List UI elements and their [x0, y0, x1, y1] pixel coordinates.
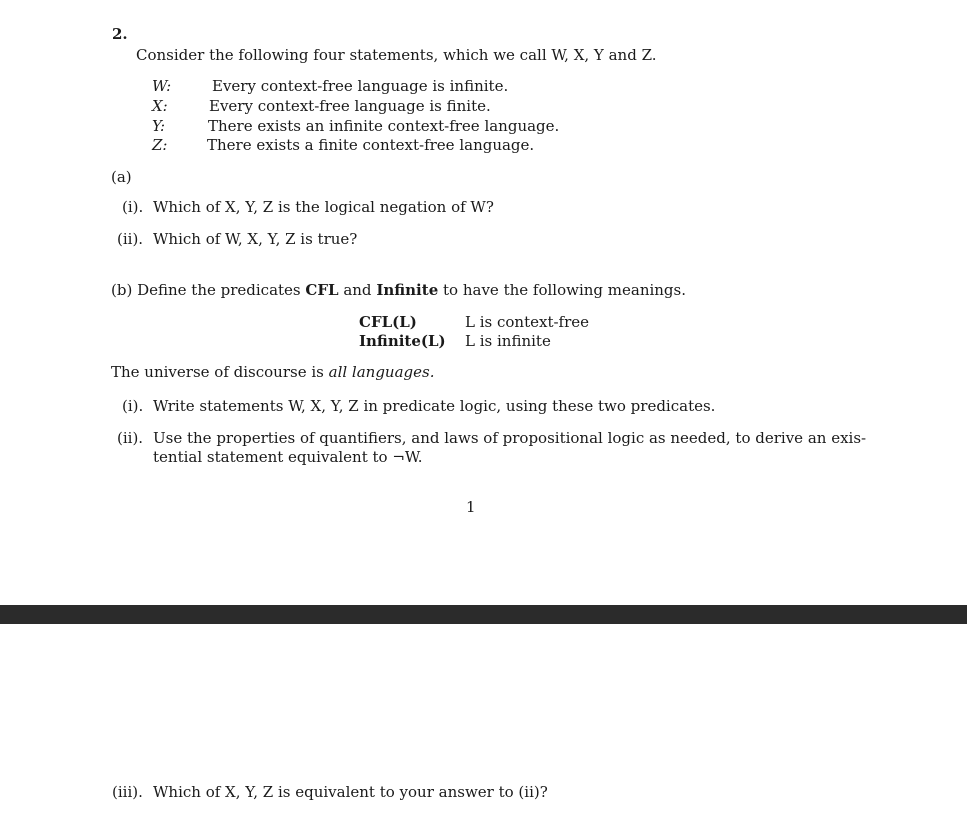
question-text: Which of W, X, Y, Z is true?	[153, 230, 358, 248]
question-text: Use the properties of quantifiers, and laws of propositional logic as needed, to derive an exis-	[153, 429, 867, 447]
problem-number: 2.	[112, 25, 128, 43]
question-text-continued: tential statement equivalent to ¬W.	[153, 448, 423, 466]
question-number: (i).	[122, 198, 144, 216]
question-text: Write statements W, X, Y, Z in predicate logic, using these two predicates.	[153, 397, 716, 415]
statement-text-x: Every context-free language is finite.	[209, 97, 491, 115]
statement-label-x: X:	[152, 97, 168, 115]
part-a-label: (a)	[111, 168, 132, 186]
predicate-meaning-infinite: L is infinite	[465, 332, 551, 350]
statement-label-y: Y:	[152, 117, 166, 135]
question-number: (iii).	[112, 783, 143, 801]
problem-intro: Consider the following four statements, which we call W, X, Y and Z.	[136, 46, 657, 64]
part-b-intro: (b) Define the predicates CFL and Infinite to have the following meanings.	[111, 281, 687, 299]
predicate-meaning-cfl: L is context-free	[465, 313, 590, 331]
statement-label-z: Z:	[152, 136, 168, 154]
page-divider	[0, 605, 967, 624]
page-number: 1	[466, 498, 476, 516]
question-number: (ii).	[117, 230, 144, 248]
question-number: (ii).	[117, 429, 144, 447]
statement-text-w: Every context-free language is infinite.	[212, 77, 509, 95]
statement-text-z: There exists a finite context-free language.	[207, 136, 535, 154]
universe-of-discourse: The universe of discourse is all languages.	[111, 363, 435, 381]
question-number: (i).	[122, 397, 144, 415]
question-text: Which of X, Y, Z is the logical negation of W?	[153, 198, 494, 216]
question-text: Which of X, Y, Z is equivalent to your answer to (ii)?	[153, 783, 548, 801]
statement-label-w: W:	[152, 77, 172, 95]
statement-text-y: There exists an infinite context-free language.	[208, 117, 560, 135]
predicate-name-cfl: CFL(L)	[359, 313, 417, 331]
predicate-name-infinite: Infinite(L)	[359, 332, 446, 350]
